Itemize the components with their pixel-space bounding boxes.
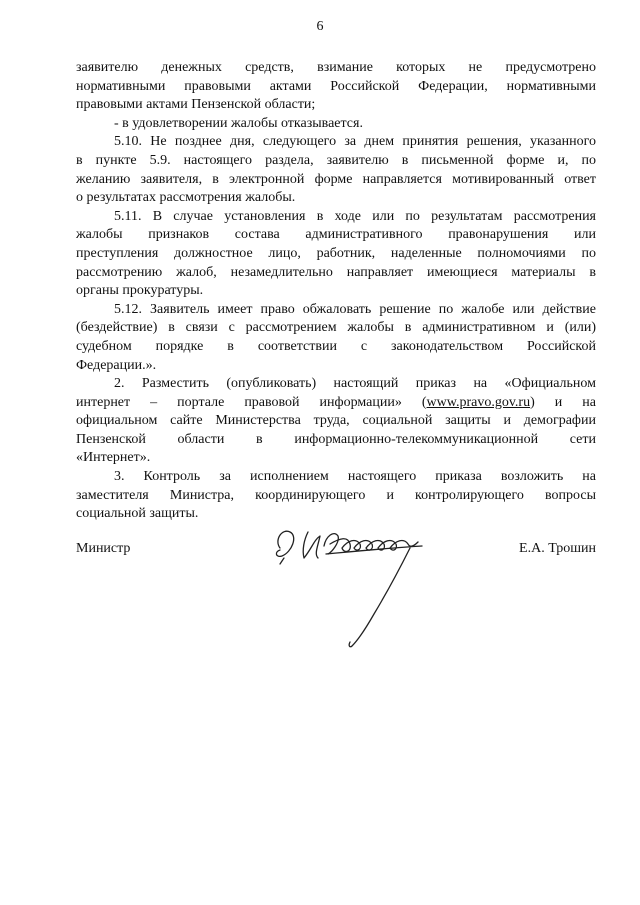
text-line: правовыми актами Пензенской области; xyxy=(76,97,316,113)
text-line: 5.12. Заявитель имеет право обжаловать решение по жалобе или действие xyxy=(114,301,596,317)
text-line: официальном сайте Министерства труда, социальной защиты и демографии xyxy=(76,413,596,429)
paragraph xyxy=(76,115,596,134)
signatory-position: Министр xyxy=(76,541,131,556)
signatory-name: Е.А. Трошин xyxy=(519,541,596,556)
text-fragment: интернет – портале правовой информации» ( xyxy=(76,394,427,410)
text-line: «Интернет». xyxy=(76,450,151,466)
page-number: 6 xyxy=(316,19,324,34)
text-line: Федерации.». xyxy=(76,357,157,373)
handwritten-signature-icon xyxy=(268,518,438,653)
text-line: 3. Контроль за исполнением настоящего приказа возложить на xyxy=(114,469,596,485)
paragraph xyxy=(76,468,596,524)
paragraph xyxy=(76,301,596,375)
text-line: Пензенской области в информационно-телекоммуникационной сети xyxy=(76,431,596,447)
text-line: судебном порядке в соответствии с законодательством Российской xyxy=(76,338,596,354)
text-line xyxy=(76,394,596,413)
paragraph xyxy=(76,133,596,207)
pravo-link[interactable]: www.pravo.gov.ru xyxy=(426,394,531,410)
text-line: жалобы признаков состава административного правонарушения или xyxy=(76,227,596,243)
text-line: заместителя Министра, координирующего и контролирующего вопросы xyxy=(76,487,596,503)
text-line: социальной защиты. xyxy=(76,506,199,522)
text-line: преступления должностное лицо, работник, наделенные полномочиями по xyxy=(76,245,596,261)
text-line: 5.11. В случае установления в ходе или по результатам рассмотрения xyxy=(114,208,596,224)
text-fragment: ) и на xyxy=(530,394,596,410)
text-line: нормативными правовыми актами Российской Федерации, нормативными xyxy=(76,78,596,94)
text-line: (бездействие) в связи с рассмотрением жалобы в административном и (или) xyxy=(76,320,596,336)
paragraph xyxy=(76,59,596,115)
text-line: в пункте 5.9. настоящего раздела, заявителю в письменной форме и, по xyxy=(76,152,596,168)
paragraph xyxy=(76,375,596,468)
text-line: - в удовлетворении жалобы отказывается. xyxy=(114,115,363,131)
text-line: заявителю денежных средств, взимание которых не предусмотрено xyxy=(76,60,596,75)
text-line: 2. Разместить (опубликовать) настоящий приказ на «Официальном xyxy=(114,376,596,392)
text-line: о результатах рассмотрения жалобы. xyxy=(76,190,296,206)
paragraph xyxy=(76,208,596,301)
text-line: органы прокуратуры. xyxy=(76,283,204,299)
document-body xyxy=(76,59,596,524)
text-line: 5.10. Не позднее дня, следующего за днем принятия решения, указанного xyxy=(114,134,596,150)
text-line: желанию заявителя, в электронной форме направляется мотивированный ответ xyxy=(76,171,596,187)
text-line: рассмотрению жалоб, незамедлительно направляет имеющиеся материалы в xyxy=(76,264,596,280)
